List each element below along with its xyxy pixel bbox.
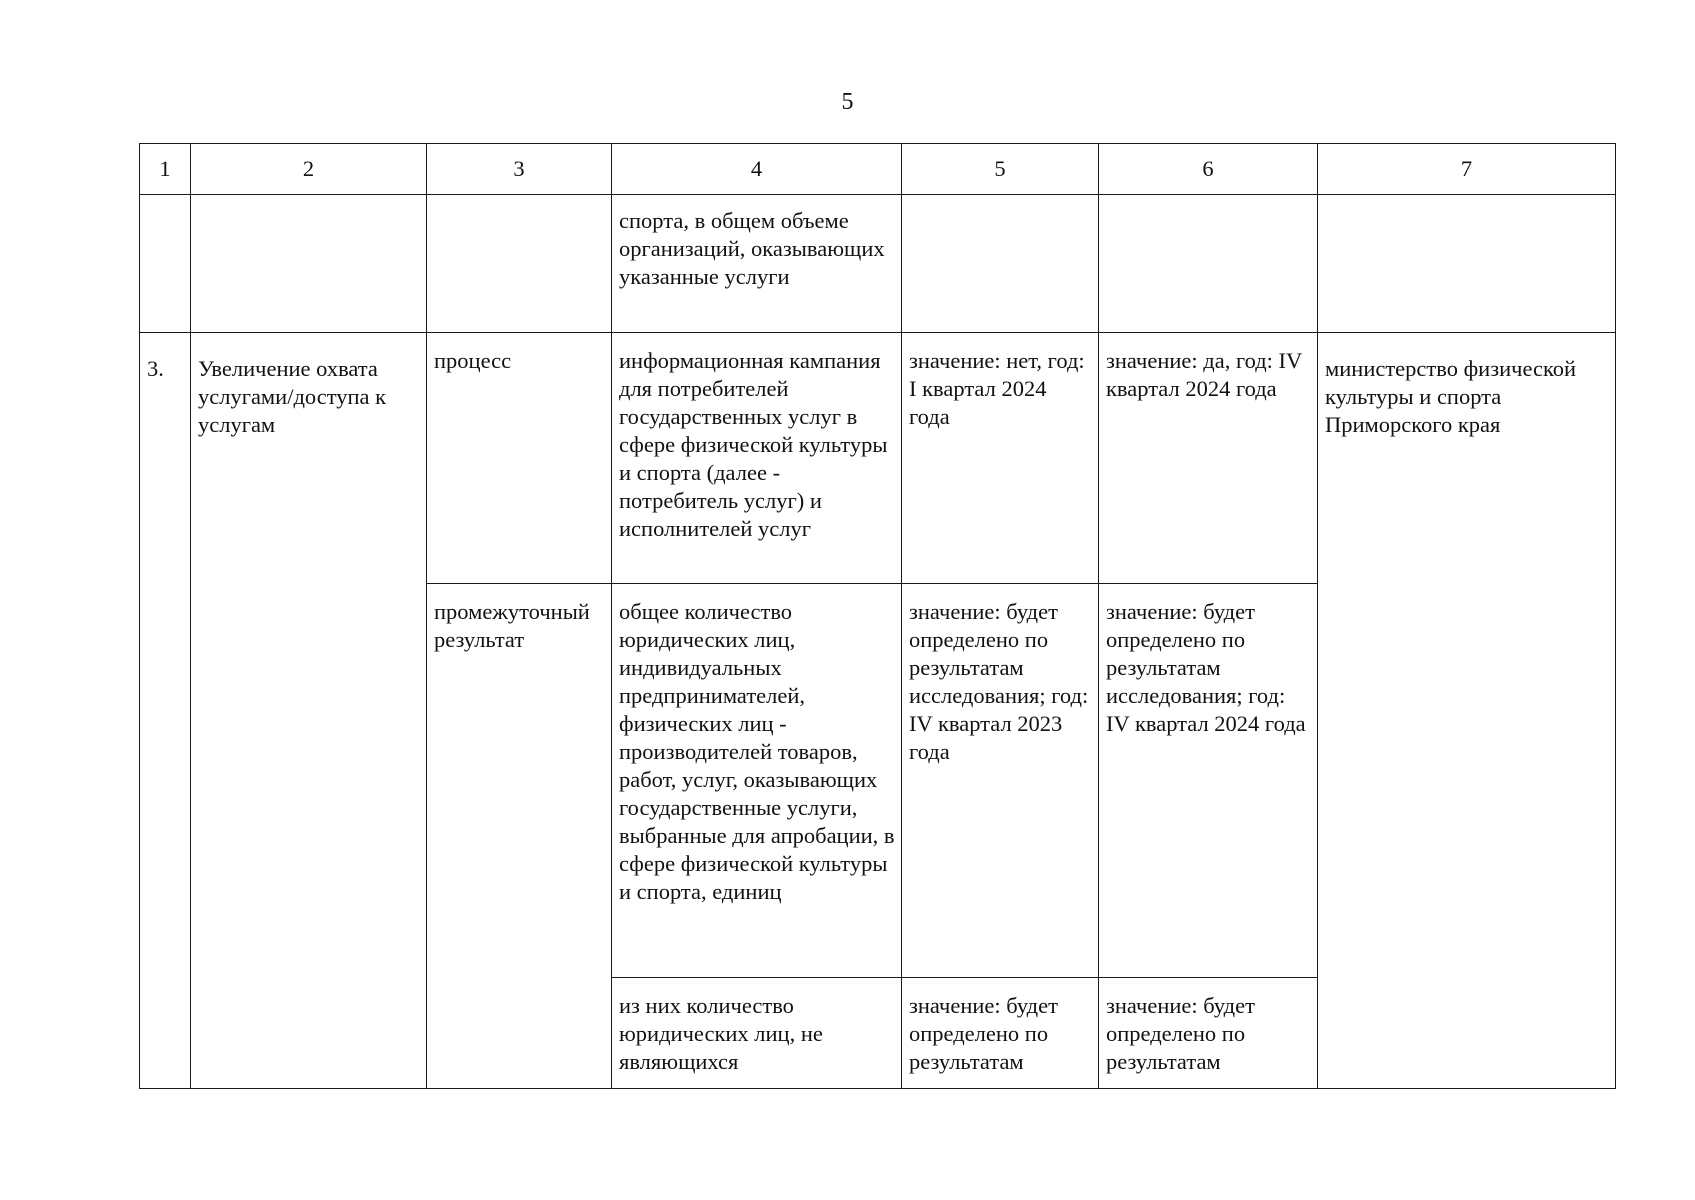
indicator-cell: спорта, в общем объеме организаций, оказывающих указанные услуги — [612, 195, 902, 333]
table-row — [140, 195, 1616, 333]
responsible-executor-cell: министерство физической культуры и спорта Приморского края — [1318, 333, 1616, 1089]
column-header-7: 7 — [1318, 144, 1616, 195]
page-number: 5 — [841, 89, 854, 115]
indicator-type-cell: промежуточный результат — [427, 584, 612, 1089]
table-row — [140, 333, 1616, 584]
measures-table — [139, 143, 1616, 1089]
indicator-type-cell: процесс — [427, 333, 612, 584]
indicator-cell: информационная кампания для потребителей государственных услуг в сфере физической культуры и спорта (далее - потребитель услуг) и исполнителей услуг — [612, 333, 902, 584]
row-number-cell: 3. — [140, 333, 191, 1089]
target-value-cell: значение: будет определено по результатам — [1099, 978, 1318, 1089]
table-cell — [1099, 195, 1318, 333]
header-row — [140, 144, 1616, 195]
column-header-6: 6 — [1099, 144, 1318, 195]
table-cell — [191, 195, 427, 333]
target-value-cell: значение: да, год: IV квартал 2024 года — [1099, 333, 1318, 584]
measure-name-cell: Увеличение охвата услугами/доступа к услугам — [191, 333, 427, 1089]
baseline-value-cell: значение: будет определено по результатам — [902, 978, 1099, 1089]
indicator-cell: из них количество юридических лиц, не являющихся — [612, 978, 902, 1089]
table-cell — [1318, 195, 1616, 333]
table-cell — [902, 195, 1099, 333]
table-cell — [427, 195, 612, 333]
baseline-value-cell: значение: нет, год: I квартал 2024 года — [902, 333, 1099, 584]
column-header-1: 1 — [140, 144, 191, 195]
baseline-value-cell: значение: будет определено по результатам исследования; год: IV квартал 2023 года — [902, 584, 1099, 978]
table-cell — [140, 195, 191, 333]
target-value-cell: значение: будет определено по результатам исследования; год: IV квартал 2024 года — [1099, 584, 1318, 978]
column-header-5: 5 — [902, 144, 1099, 195]
column-header-2: 2 — [191, 144, 427, 195]
indicator-cell: общее количество юридических лиц, индивидуальных предпринимателей, физических лиц - производителей товаров, работ, услуг, оказывающих государственные услуги, выбранные для апробации, в сфере физической культуры и спорта, единиц — [612, 584, 902, 978]
column-header-4: 4 — [612, 144, 902, 195]
column-header-3: 3 — [427, 144, 612, 195]
